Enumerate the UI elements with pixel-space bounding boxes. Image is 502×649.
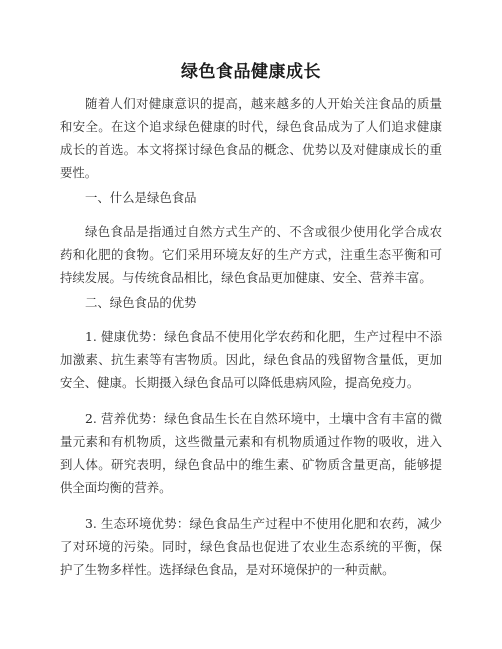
intro-paragraph: 随着人们对健康意识的提高，越来越多的人开始关注食品的质量和安全。在这个追求绿色健康的时代，绿色食品成为了人们追求健康成长的首选。本文将探讨绿色食品的概念、优势以及对健康成长的重要性。: [60, 96, 442, 180]
section-heading-what-is-green-food: 一、什么是绿色食品: [85, 190, 197, 205]
advantage-health-paragraph: 1. 健康优势：绿色食品不使用化学农药和化肥，生产过程中不添加激素、抗生素等有害物质。因此，绿色食品的残留物含量低，更加安全、健康。长期摄入绿色食品可以降低患病风险，提高免疫力。: [60, 329, 442, 390]
advantage-ecology-paragraph: 3. 生态环境优势：绿色食品生产过程中不使用化肥和农药，减少了对环境的污染。同时，绿色食品也促进了农业生态系统的平衡，保护了生物多样性。选择绿色食品，是对环境保护的一种贡献。: [60, 516, 442, 577]
section1-paragraph: 绿色食品是指通过自然方式生产的、不含或很少使用化学合成农药和化肥的食物。它们采用环境友好的生产方式，注重生态平衡和可持续发展。与传统食品相比，绿色食品更加健康、安全、营养丰富。: [60, 224, 442, 285]
section-heading-advantages: 二、绿色食品的优势: [85, 295, 197, 310]
advantage-nutrition-paragraph: 2. 营养优势：绿色食品生长在自然环境中，土壤中含有丰富的微量元素和有机物质，这些微量元素和有机物质通过作物的吸收，进入到人体。研究表明，绿色食品中的维生素、矿物质含量更高，能够提供全面均衡的营养。: [60, 411, 442, 495]
document-title: 绿色食品健康成长: [181, 62, 321, 82]
